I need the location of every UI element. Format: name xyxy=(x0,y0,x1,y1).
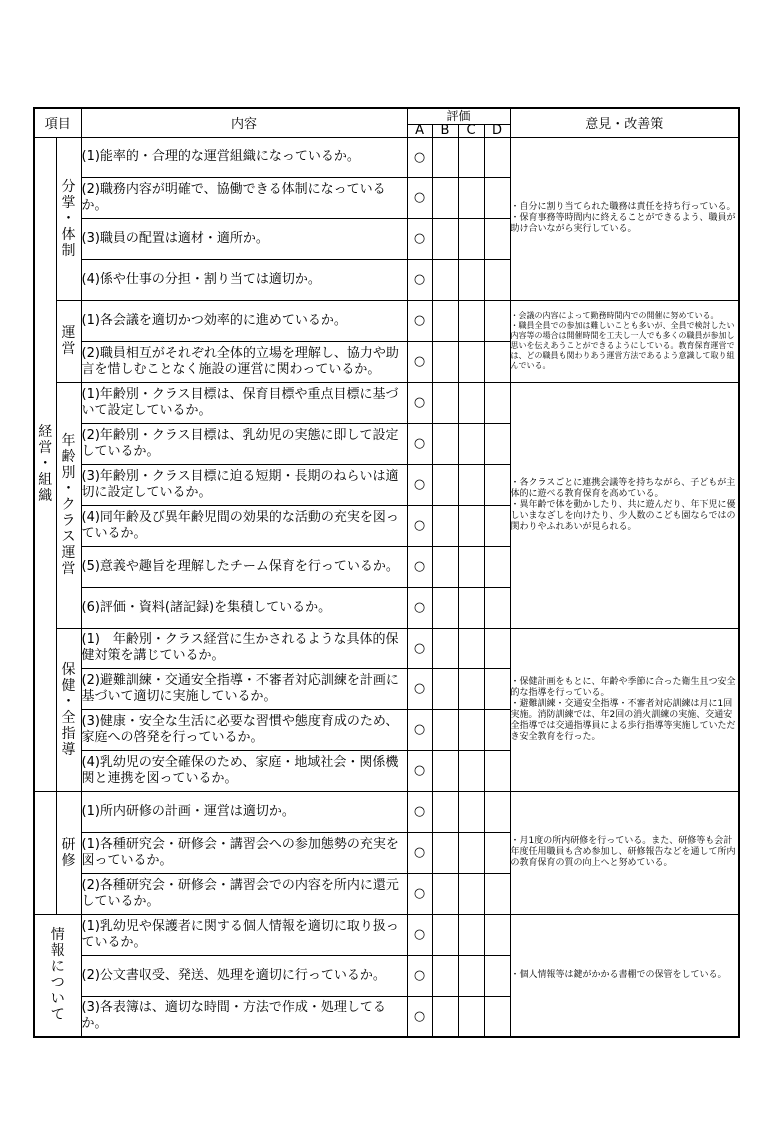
rating-b-cell[interactable] xyxy=(432,218,458,259)
vertical-label-char: に xyxy=(50,959,65,976)
rating-a-mark[interactable]: ○ xyxy=(407,341,432,382)
opinion-note-line: ・保健計画をもとに、年齢や季節に合った衛生且つ安全的な指導を行っている。 xyxy=(510,676,736,698)
rating-b-cell[interactable] xyxy=(432,300,458,341)
rating-c-cell[interactable] xyxy=(458,668,484,709)
vertical-label-char: 営 xyxy=(61,341,76,357)
item-text: (2)職務内容が明確で、協働できる体制になっているか。 xyxy=(81,177,407,218)
item-text: (2)年齢別・クラス目標は、乳幼児の実態に即して設定しているか。 xyxy=(81,423,407,464)
rating-a-mark[interactable]: ○ xyxy=(407,546,432,587)
rating-a-mark[interactable]: ○ xyxy=(407,300,432,341)
rating-b-cell[interactable] xyxy=(432,423,458,464)
rating-d-cell[interactable] xyxy=(484,832,510,873)
rating-b-cell[interactable] xyxy=(432,628,458,668)
vertical-label-char: 報 xyxy=(50,943,65,960)
rating-a-mark[interactable]: ○ xyxy=(407,505,432,546)
vertical-label-char: ク xyxy=(61,497,76,513)
vertical-label-char: 掌 xyxy=(61,194,76,211)
opinion-note-line: ・自分に割り当てられた職務は責任を持ち行っている。 xyxy=(510,202,736,212)
vertical-label-char: 保 xyxy=(61,661,76,678)
group-kenshu-spacer xyxy=(34,791,56,914)
rating-a-mark[interactable]: ○ xyxy=(407,587,432,628)
sub-hoken-anzen xyxy=(56,628,81,791)
vertical-label-char: ス xyxy=(61,529,76,545)
rating-c-cell[interactable] xyxy=(458,505,484,546)
rating-d-cell[interactable] xyxy=(484,709,510,750)
opinion-note-unei xyxy=(510,300,739,382)
header-rating-d: D xyxy=(484,124,510,137)
rating-c-cell[interactable] xyxy=(458,996,484,1037)
sub-bunsho-taisei xyxy=(56,137,81,300)
rating-a-mark[interactable]: ○ xyxy=(407,668,432,709)
rating-a-mark[interactable]: ○ xyxy=(407,873,432,914)
rating-c-cell[interactable] xyxy=(458,750,484,791)
rating-a-mark[interactable]: ○ xyxy=(407,750,432,791)
vertical-label-char: 営 xyxy=(38,440,53,456)
rating-b-cell[interactable] xyxy=(432,382,458,423)
rating-c-cell[interactable] xyxy=(458,464,484,505)
rating-a-mark[interactable]: ○ xyxy=(407,464,432,505)
rating-b-cell[interactable] xyxy=(432,709,458,750)
vertical-label-char: 制 xyxy=(61,242,76,259)
item-text: (3)職員の配置は適材・適所か。 xyxy=(81,218,407,259)
opinion-note-line: ・個人情報等は鍵がかかる書棚での保管をしている。 xyxy=(510,969,727,980)
rating-d-cell[interactable] xyxy=(484,587,510,628)
sub-unei xyxy=(56,300,81,382)
rating-b-cell[interactable] xyxy=(432,546,458,587)
sub-kenshu xyxy=(56,791,81,914)
vertical-label-char: ・ xyxy=(61,481,76,497)
rating-b-cell[interactable] xyxy=(432,914,458,955)
header-item: 項目 xyxy=(34,108,81,137)
rating-d-cell[interactable] xyxy=(484,341,510,382)
rating-d-cell[interactable] xyxy=(484,791,510,832)
rating-d-cell[interactable] xyxy=(484,914,510,955)
vertical-label-char: ラ xyxy=(61,513,76,529)
header-opinion: 意見・改善策 xyxy=(510,108,739,137)
rating-c-cell[interactable] xyxy=(458,341,484,382)
rating-b-cell[interactable] xyxy=(432,137,458,177)
rating-a-mark[interactable]: ○ xyxy=(407,628,432,668)
header-rating: 評価 xyxy=(407,108,510,124)
rating-c-cell[interactable] xyxy=(458,218,484,259)
rating-b-cell[interactable] xyxy=(432,505,458,546)
rating-d-cell[interactable] xyxy=(484,137,510,177)
item-text: (6)評価・資料(諸記録)を集積しているか。 xyxy=(81,587,407,628)
rating-a-mark[interactable]: ○ xyxy=(407,259,432,300)
rating-a-mark[interactable]: ○ xyxy=(407,791,432,832)
vertical-label-char: 修 xyxy=(61,852,76,869)
rating-a-mark[interactable]: ○ xyxy=(407,218,432,259)
item-text: (1)各種研究会・研修会・講習会への参加態勢の充実を図っているか。 xyxy=(81,832,407,873)
rating-a-mark[interactable]: ○ xyxy=(407,382,432,423)
item-text: (4)係や仕事の分担・割り当ては適切か。 xyxy=(81,259,407,300)
rating-d-cell[interactable] xyxy=(484,464,510,505)
item-text: (4)同年齢及び異年齢児間の効果的な活動の充実を図っているか。 xyxy=(81,505,407,546)
item-text: (2)職員相互がそれぞれ全体的立場を理解し、協力や助言を惜しむことなく施設の運営に関わっているか。 xyxy=(81,341,407,382)
vertical-label-char: 年 xyxy=(61,433,76,449)
group-keiei-soshiki xyxy=(34,137,56,791)
rating-d-cell[interactable] xyxy=(484,628,510,668)
rating-c-cell[interactable] xyxy=(458,873,484,914)
rating-c-cell[interactable] xyxy=(458,628,484,668)
vertical-label-char: ・ xyxy=(61,210,76,227)
vertical-label-char: 経 xyxy=(38,424,53,440)
rating-d-cell[interactable] xyxy=(484,423,510,464)
vertical-label-char: 運 xyxy=(61,325,76,341)
rating-b-cell[interactable] xyxy=(432,464,458,505)
opinion-note-line: ・月1度の所内研修を行っている。また、研修等も会計年度任用職員も含め参加し、研修報告などを通して所内の教育保育の質の向上へと努めている。 xyxy=(510,836,736,868)
rating-c-cell[interactable] xyxy=(458,137,484,177)
vertical-label-char: 織 xyxy=(38,488,53,504)
rating-b-cell[interactable] xyxy=(432,791,458,832)
opinion-note-line: ・会議の内容によって勤務時間内での開催に努めている。 xyxy=(510,311,719,320)
rating-d-cell[interactable] xyxy=(484,505,510,546)
evaluation-table xyxy=(33,107,740,1038)
item-text: (2)各種研究会・研修会・講習会での内容を所内に還元しているか。 xyxy=(81,873,407,914)
vertical-label-char: ・ xyxy=(38,456,53,472)
rating-d-cell[interactable] xyxy=(484,955,510,996)
group-joho xyxy=(34,914,81,1037)
rating-b-cell[interactable] xyxy=(432,341,458,382)
rating-a-mark[interactable]: ○ xyxy=(407,709,432,750)
item-text: (1)能率的・合理的な運営組織になっているか。 xyxy=(81,137,407,177)
rating-d-cell[interactable] xyxy=(484,996,510,1037)
item-text: (5)意義や趣旨を理解したチーム保育を行っているか。 xyxy=(81,546,407,587)
rating-d-cell[interactable] xyxy=(484,750,510,791)
vertical-label-char: て xyxy=(50,1007,65,1024)
rating-d-cell[interactable] xyxy=(484,218,510,259)
rating-c-cell[interactable] xyxy=(458,546,484,587)
item-text: (2)公文書収受、発送、処理を適切に行っているか。 xyxy=(81,955,407,996)
rating-c-cell[interactable] xyxy=(458,177,484,218)
rating-c-cell[interactable] xyxy=(458,382,484,423)
vertical-label-char: 指 xyxy=(61,725,76,742)
rating-c-cell[interactable] xyxy=(458,791,484,832)
item-text: (3)健康・安全な生活に必要な習慣や態度育成のため、家庭への啓発を行っているか。 xyxy=(81,709,407,750)
item-text: (2)避難訓練・交通安全指導・不審者対応訓練を計画に基づいて適切に実施しているか。 xyxy=(81,668,407,709)
rating-b-cell[interactable] xyxy=(432,177,458,218)
rating-c-cell[interactable] xyxy=(458,423,484,464)
rating-b-cell[interactable] xyxy=(432,873,458,914)
rating-a-mark[interactable]: ○ xyxy=(407,832,432,873)
item-text: (1)所内研修の計画・運営は適切か。 xyxy=(81,791,407,832)
opinion-note-line: ・職員全員での参加は難しいことも多いが、全員で検討したい内容等の場合は開催時間を工夫し一人でも多くの職員が参加し思いを伝えあうことができるようにしている。教育保育運営では、どの職員も関わりあう運営方法であるよう意識して取り組んでいる。 xyxy=(510,321,735,370)
item-text: (1)各会議を適切かつ効率的に進めているか。 xyxy=(81,300,407,341)
rating-b-cell[interactable] xyxy=(432,996,458,1037)
opinion-note-kenshu xyxy=(510,791,739,914)
rating-d-cell[interactable] xyxy=(484,668,510,709)
vertical-label-char: 全 xyxy=(61,709,76,726)
rating-b-cell[interactable] xyxy=(432,750,458,791)
rating-b-cell[interactable] xyxy=(432,587,458,628)
vertical-label-char: 運 xyxy=(61,545,76,561)
vertical-label-char: 導 xyxy=(61,741,76,758)
rating-b-cell[interactable] xyxy=(432,955,458,996)
rating-d-cell[interactable] xyxy=(484,177,510,218)
item-text: (1) 年齢別・クラス経営に生かされるような具体的保健対策を講じているか。 xyxy=(81,628,407,668)
rating-d-cell[interactable] xyxy=(484,873,510,914)
rating-a-mark[interactable]: ○ xyxy=(407,423,432,464)
item-text: (4)乳幼児の安全確保のため、家庭・地域社会・関係機関と連携を図っているか。 xyxy=(81,750,407,791)
vertical-label-char: ・ xyxy=(61,693,76,710)
rating-b-cell[interactable] xyxy=(432,832,458,873)
rating-a-mark[interactable]: ○ xyxy=(407,955,432,996)
rating-c-cell[interactable] xyxy=(458,300,484,341)
rating-c-cell[interactable] xyxy=(458,914,484,955)
item-text: (1)乳幼児や保護者に関する個人情報を適切に取り扱っているか。 xyxy=(81,914,407,955)
item-text: (3)年齢別・クラス目標に迫る短期・長期のねらいは適切に設定しているか。 xyxy=(81,464,407,505)
vertical-label-char: 営 xyxy=(61,561,76,577)
header-content: 内容 xyxy=(81,108,407,137)
vertical-label-char: 研 xyxy=(61,836,76,853)
vertical-label-char: 情 xyxy=(50,927,65,944)
rating-a-mark[interactable]: ○ xyxy=(407,996,432,1037)
sub-class-unei xyxy=(56,382,81,628)
vertical-label-char: 別 xyxy=(61,465,76,481)
rating-d-cell[interactable] xyxy=(484,259,510,300)
vertical-label-char: 体 xyxy=(61,226,76,243)
opinion-note-line: ・異年齢で体を動かしたり、共に遊んだり、年下児に優しいまなざしを向けたり、少人数のこども園ならではの関わりやふれあいが見られる。 xyxy=(510,499,736,532)
rating-a-mark[interactable]: ○ xyxy=(407,914,432,955)
vertical-label-char: 健 xyxy=(61,677,76,694)
rating-d-cell[interactable] xyxy=(484,382,510,423)
header-rating-b: B xyxy=(432,124,458,137)
header-rating-a: A xyxy=(407,124,432,137)
vertical-label-char: つ xyxy=(50,975,65,992)
rating-c-cell[interactable] xyxy=(458,832,484,873)
rating-d-cell[interactable] xyxy=(484,546,510,587)
rating-b-cell[interactable] xyxy=(432,668,458,709)
opinion-note-line: ・各クラスごとに連携会議等を持ちながら、子どもが主体的に遊べる教育保育を高めている。 xyxy=(510,477,736,499)
vertical-label-char: 組 xyxy=(38,472,53,488)
rating-d-cell[interactable] xyxy=(484,300,510,341)
vertical-label-char: 分 xyxy=(61,178,76,195)
vertical-label-char: 齢 xyxy=(61,449,76,465)
opinion-note-joho xyxy=(510,914,739,1037)
opinion-note-line: ・保育事務等時間内に終えることができるよう、職員が助け合いながら実行している。 xyxy=(510,213,736,234)
rating-a-mark[interactable]: ○ xyxy=(407,177,432,218)
rating-b-cell[interactable] xyxy=(432,259,458,300)
opinion-note-class xyxy=(510,382,739,628)
rating-c-cell[interactable] xyxy=(458,709,484,750)
opinion-note-hoken xyxy=(510,628,739,791)
vertical-label-char: い xyxy=(50,991,65,1008)
item-text: (1)年齢別・クラス目標は、保育目標や重点目標に基づいて設定しているか。 xyxy=(81,382,407,423)
rating-c-cell[interactable] xyxy=(458,955,484,996)
item-text: (3)各表簿は、適切な時間・方法で作成・処理してるか。 xyxy=(81,996,407,1037)
rating-c-cell[interactable] xyxy=(458,587,484,628)
header-rating-c: C xyxy=(458,124,484,137)
rating-c-cell[interactable] xyxy=(458,259,484,300)
opinion-note-bunsho xyxy=(510,137,739,300)
opinion-note-line: ・避難訓練・交通安全指導・不審者対応訓練は月に1回実施。消防訓練では、年2回の消火訓練の実施、交通安全指導では交通指導員による歩行指導等実施していただき安全教育を行った。 xyxy=(510,698,736,742)
rating-a-mark[interactable]: ○ xyxy=(407,137,432,177)
